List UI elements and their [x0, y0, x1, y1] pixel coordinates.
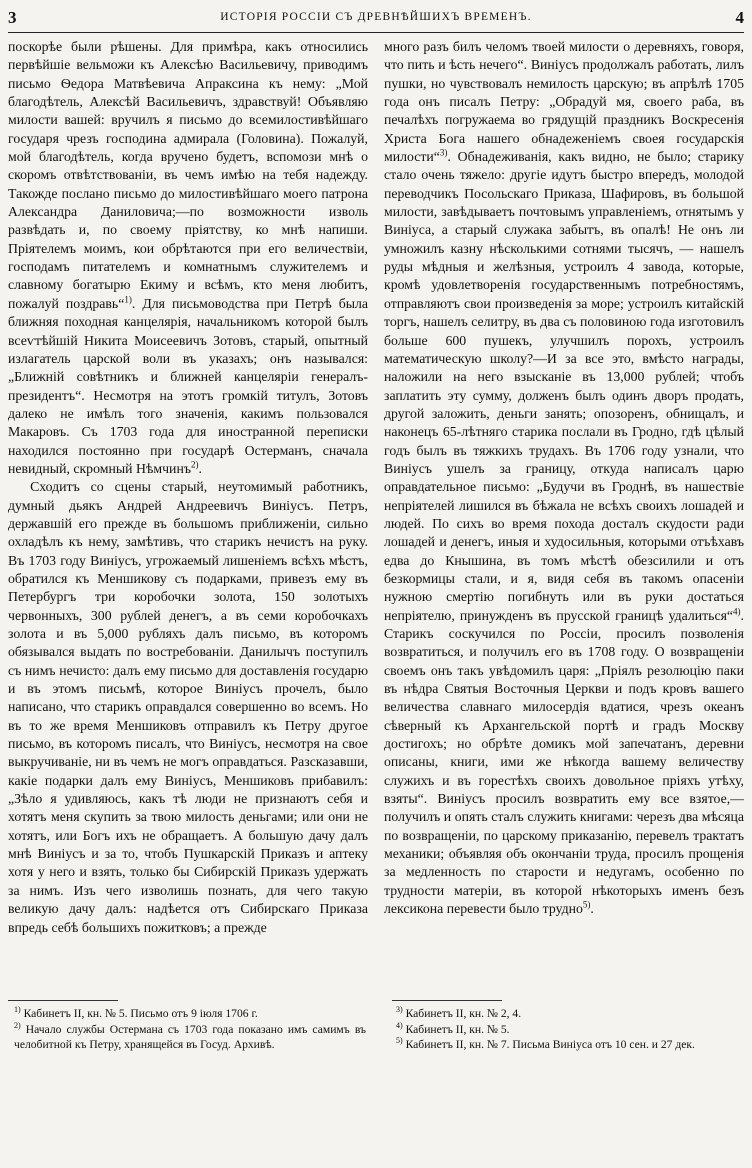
- footnote-mark: 4): [396, 1020, 403, 1030]
- right-text-1d: .: [590, 901, 594, 917]
- left-text-1b: . Для письмоводства при Петрѣ была ближняя походная канцелярія, начальникомъ которой былъ всеѵтѣйшій Никита Моисеевичъ Зотовъ, старый, опытный излагатель царской воли въ указахъ; онъ назывался: „Ближній совѣтникъ и ближней канцеляріи генералъ-президентъ“. Несмотря на этотъ громкій титулъ, Зотовъ далеко не имѣлъ того значенія, какимъ пользовался Макаровъ. Съ 1703 года для иностранной переписки находился постоянно при государѣ Остерманъ, сначала невидный, скромный Нѣмчинъ: [8, 295, 368, 476]
- left-paragraph-2: Сходитъ со сцены старый, неутомимый работникъ, думный дьякъ Андрей Андреевичъ Виніусъ. Петръ, державшій его прежде въ большомъ приближеніи, сильно охладѣлъ къ нему, замѣтивъ, что старикъ нечистъ на руку. Въ 1703 году Виніусъ, угрожаемый лишеніемъ всѣхъ мѣстъ, обратился къ Меншикову съ подарками, привезъ ему въ Петербургъ три коробочки золота, 150 золотыхъ червонныхъ, 300 рублей денегъ, а въ семи коробочкахъ золота и въ 5,000 рубляхъ далъ письмо, въ которомъ обязывался выдать по востребованіи. Данилычъ поступилъ съ нимъ нечисто: далъ ему письмо для доставленія государю и въ этомъ письмѣ, которое Виніусъ прочелъ, было написано, что старикъ оправдался совершенно во всемъ. Но въ то же время Меншиковъ отправилъ къ Петру другое письмо, въ которомъ писалъ, что Виніусъ, несмотря на свое выкручиваніе, ни въ чемъ не могъ оправдаться. Разсказавши, какіе подарки далъ ему Виніусъ, Меншиковъ прибавилъ: „Зѣло я удивляюсь, какъ тѣ люди не признаютъ себя и хотятъ меня скупить за твою милость деньгами; или они не хотятъ, или Богъ ихъ не обращаетъ. А большую дачу далъ мнѣ Виніусъ и за то, чтобъ Пушкарскій Приказъ и аптеку хотя у него и взять, только бы Сибирскій Приказъ удержать за нимъ. Изъ чего изволишь познать, для чего такую великую дачу далъ: надѣется отъ Сибирскаго Приказа впредь себѣ большихъ пожитковъ; а прежде: [8, 479, 368, 935]
- left-text-1a: поскорѣе были рѣшены. Для примѣра, какъ относились первѣйшіе вельможи къ Алексѣю Васильевичу, приводимъ письмо Ѳедора Матвѣевича Апраксина къ нему: „Мой благодѣтель, Алексѣй Васильевичъ, здравствуй! Объявляю милости вашей: вручилъ я письмо до всемилостивѣйшаго государя чрезъ господина адмирала (Головина). Пожалуй, мой благодѣтель, когда вручено будетъ, вспомози мнѣ о скоромъ отвѣтствованіи, въ чемъ имѣю на тебя надежду. Такожде послано письмо до милостивѣйшаго моего патрона Александра Даниловича;—по возможности изволь развѣдать и, по своему пріятству, ко мнѣ напиши. Пріятелемъ моимъ, кои обрѣтаются при его величествіи, господамъ питателемъ и комнатнымъ служителемъ и славному богатырю Екиму и всѣмъ, кто меня любитъ, пожалуй поздравь“: [8, 39, 368, 311]
- footnote-mark: 2): [14, 1020, 21, 1030]
- footnote-mark: 3): [396, 1005, 403, 1015]
- footnote-text: Кабинетъ II, кн. № 2, 4.: [405, 1007, 522, 1020]
- right-text-1a: много разъ билъ челомъ твоей милости о деревняхъ, говоря, что пить и ѣсть нечего“. Виніусъ продолжалъ работать, лилъ пушки, но чувствовалъ немилость царскую; въ апрѣлѣ 1705 года онъ писалъ Петру: „Обрадуй мя, своего раба, въ печалѣхъ погружаема во грядущій праздникъ Воскресенія Христа Бога нашего обнадеженіемъ своея государскія милости“: [384, 39, 744, 165]
- text-columns: [8, 38, 744, 992]
- footnote-1: [14, 1006, 366, 1022]
- footnote-text: Кабинетъ II, кн. № 5.: [405, 1022, 510, 1036]
- footnote-2: [14, 1022, 366, 1053]
- footnotes-left: [14, 1006, 366, 1053]
- right-column: [384, 38, 744, 992]
- page-header: [8, 6, 744, 33]
- left-column: [8, 38, 368, 992]
- running-title: ИСТОРІЯ РОССІИ СЪ ДРЕВНѢЙШИХЪ ВРЕМЕНЪ.: [220, 11, 532, 23]
- footnote-text: Кабинетъ II, кн. № 7. Письма Виніуса отъ 10 сен. и 27 дек.: [405, 1038, 695, 1051]
- left-text-1c: .: [198, 460, 202, 476]
- footnote-text: Кабинетъ II, кн. № 5. Письмо отъ 9 іюля 1706 г.: [23, 1007, 258, 1020]
- footnote-ref-1: 1): [124, 294, 132, 305]
- footnote-divider-left: [8, 1000, 118, 1001]
- footnote-ref-5: 5): [582, 899, 591, 910]
- right-paragraph-1: [384, 38, 744, 919]
- footnote-divider-right: [392, 1000, 502, 1001]
- right-text-1b: . Обнадеживанія, какъ видно, не было; старику стало очень тяжело: другіе идутъ быстро впередъ, молодой переводчикъ Посольскаго Приказа, Шафировъ, въ большой милости, завѣдываетъ почтовымъ управленіемъ, отнятымъ у Виніуса, а старый служака забытъ, въ опалѣ! Не онъ ли умножилъ казну нѣсколькими сотнями тысячъ, — нашелъ руды мѣдныя и желѣзныя, устроилъ 4 завода, которые, кромѣ удовлетворенія государственнымъ потребностямъ, отправляютъ свои произведенія за море; устроилъ китайскій торгъ, нашелъ селитру, въ два съ половиною года изготовилъ больше 600 пушекъ, улучшилъ порохъ, устроилъ математическую школу?—И за все это, вмѣсто награды, наложили на него взысканіе въ 13,000 рублей; чтобъ заплатить эту сумму, долженъ былъ одинъ дворъ продать, другой заложить, деньги занять; опозоренъ, обнищалъ, и наконецъ 65-лѣтняго старика послали въ Гродно, гдѣ цѣлый годъ былъ въ тяжкихъ трудахъ. Въ 1706 году узнали, что Виніусъ ушелъ за границу, откуда написалъ царю оправдательное письмо: „Будучи въ Гроднѣ, въ нашествіе непріятелей лишился въ бѣжала не всѣхъ своихъ лошадей и людей. По сихъ во время похода досталъ скудости ради лошадей и денегъ, иныя и худосильныя, которыми отъѣхавъ едва до Кнышина, въ томъ мѣстѣ обезсилили и отъ безкормицы стали, и я, видя себя въ такомъ опасеніи нужною смертію погибнуть или въ руки достаться непріятелю, принужденъ въ прусской границѣ удалиться“: [384, 149, 744, 623]
- right-text-1c: . Старикъ соскучился по Россіи, просилъ позволенія возвратиться, и получилъ его въ 1708 году. О возвращеніи своемъ онъ такъ увѣдомилъ царя: „Пріялъ резолюцію паки въ нѣдра Святыя Восточныя Церкви и подъ кровъ вашего величества славнаго милосердія вдатися, чрезъ океанъ сѣверный къ Архангельской портѣ и градъ Москву достигохъ; но обрѣте домикъ мой запечатанъ, деревни описаны, книги, ими же нѣкогда вашему величеству служихъ и въ горестѣхъ своихъ довольное пріяхъ утѣху, взяты“. Виніусъ просилъ возвратить ему все взятое,—получилъ и опять сталъ служить книгами: черезъ два мѣсяца по возвращеніи, по царскому приказанію, перевелъ трактатъ механики; объявляя объ окончаніи труда, просилъ прощенія за медленность по старости и недугамъ, особенно по трудности матеріи, въ которой нѣкоторыхъ именъ безъ лексикона перевести было трудно: [384, 607, 744, 917]
- footnote-text: Начало службы Остермана съ 1703 года показано имъ самимъ въ челобитной къ Петру, хранящейся въ Госуд. Архивѣ.: [14, 1022, 366, 1051]
- page-number-right: 4: [735, 8, 744, 27]
- footnote-ref-4: 4): [733, 606, 741, 617]
- left-paragraph-1: [8, 38, 368, 478]
- footnote-mark: 1): [14, 1005, 21, 1015]
- footnotes-right: [396, 1006, 748, 1053]
- page-number-left: 3: [8, 8, 17, 27]
- footnote-ref-2: 2): [190, 459, 199, 470]
- footnote-5: [396, 1037, 748, 1053]
- footnote-ref-3: 3): [439, 147, 448, 158]
- footnote-4: [396, 1022, 748, 1038]
- footnote-3: [396, 1006, 748, 1022]
- footnote-mark: 5): [396, 1036, 403, 1046]
